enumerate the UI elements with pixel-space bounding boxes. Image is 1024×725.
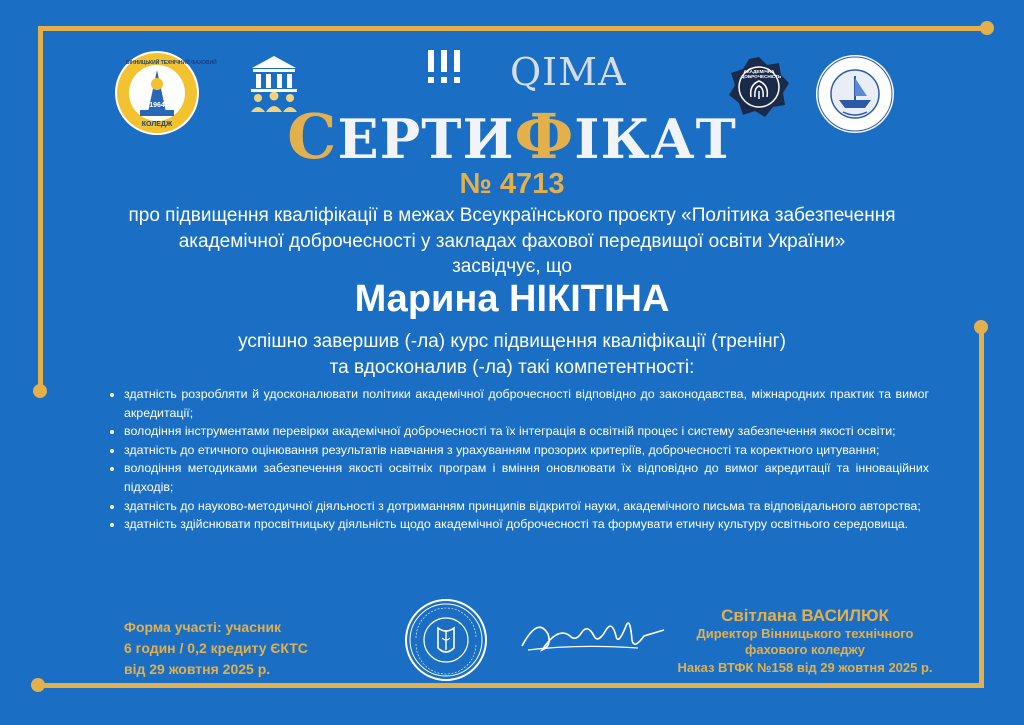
certificate-title-first-letter: С <box>287 100 338 173</box>
intro-line-2: академічної доброчесності у закладах фахової передвищої освіти України» <box>178 231 846 252</box>
academic-integrity-badge-text: АКАДЕМІЧНА ДОБРОЧЕСНІСТЬ <box>741 69 782 79</box>
qima-logo-text: QIMA <box>510 50 627 94</box>
participation-info <box>124 617 308 680</box>
certificate-number: № 4713 <box>459 168 565 200</box>
recipient-name: Марина НІКІТІНА <box>354 278 670 320</box>
participation-form: Форма участі: учасник <box>124 619 282 635</box>
competence-item: • володіння інструментами перевірки академічної доброчесності та їх інтеграція в освітній процес і систему забезпечення якості освіти; <box>124 422 929 441</box>
competence-item: • володіння методиками забезпечення якості освітніх програм і вміння оновлювати їх відповідно до вимог акредитації та інноваційних підходів; <box>124 459 929 496</box>
certificate-title <box>0 100 1024 173</box>
certificate-title-part-1: ЕРТИ <box>337 107 515 171</box>
participation-hours: 6 годин / 0,2 кредиту ЄКТС <box>124 640 308 656</box>
intro-line-3: засвідчує, що <box>452 256 572 277</box>
frame-bottom-left-dot <box>31 678 45 692</box>
participation-date: від 29 жовтня 2025 р. <box>124 661 271 677</box>
official-stamp <box>404 598 488 687</box>
frame-right-line <box>979 327 984 687</box>
college-logo-year: 1964 <box>149 102 165 109</box>
qima-mark-icon <box>424 50 464 88</box>
competence-item: • здатність до науково-методичної діяльності з дотриманням принципів відкритої науки, академічного письма та відповідального авторства; <box>124 497 929 516</box>
competence-item: • здатність розробляти й удосконалювати політики академічної доброчесності відповідно до законодавства, міжнародних практик та вимог акредитації; <box>124 385 929 422</box>
director-position-line-2: фахового коледжу <box>745 642 865 657</box>
frame-bottom-line <box>38 683 984 688</box>
frame-top-right-dot <box>980 21 994 35</box>
completed-line-1: успішно завершив (-ла) курс підвищення кваліфікації (тренінг) <box>238 331 786 352</box>
director-name: Світлана ВАСИЛЮК <box>721 606 889 625</box>
competences-list <box>108 385 929 534</box>
director-signature <box>518 606 668 667</box>
director-order: Наказ ВТФК №158 від 29 жовтня 2025 р. <box>677 660 933 675</box>
director-position-line-1: Директор Вінницького технічного <box>696 626 914 641</box>
competence-item: • здатність здійснювати просвітницьку діяльність щодо академічної доброчесності та формувати етичну культуру освітнього середовища. <box>124 515 929 534</box>
frame-top-line <box>38 26 988 31</box>
frame-left-dot <box>33 384 47 398</box>
certificate-title-gold-letter: Ф <box>514 100 575 173</box>
competence-item: • здатність до етичного оцінювання результатів навчання з урахуванням прозорих критеріїв, доброчесності та коректного цитування; <box>124 441 929 460</box>
completed-line-2: та вдосконалив (-ла) такі компетентності: <box>329 357 695 378</box>
college-logo-bottom-text: КОЛЕДЖ <box>141 121 173 128</box>
college-logo-ring-text: ВІННИЦЬКИЙ ТЕХНІЧНИЙ ФАХОВИЙ <box>126 60 217 66</box>
certificate-title-part-2: ІКАТ <box>574 107 737 171</box>
intro-line-1: про підвищення кваліфікації в межах Всеукраїнського проєкту «Політика забезпечення <box>128 205 896 226</box>
director-block <box>660 606 950 675</box>
